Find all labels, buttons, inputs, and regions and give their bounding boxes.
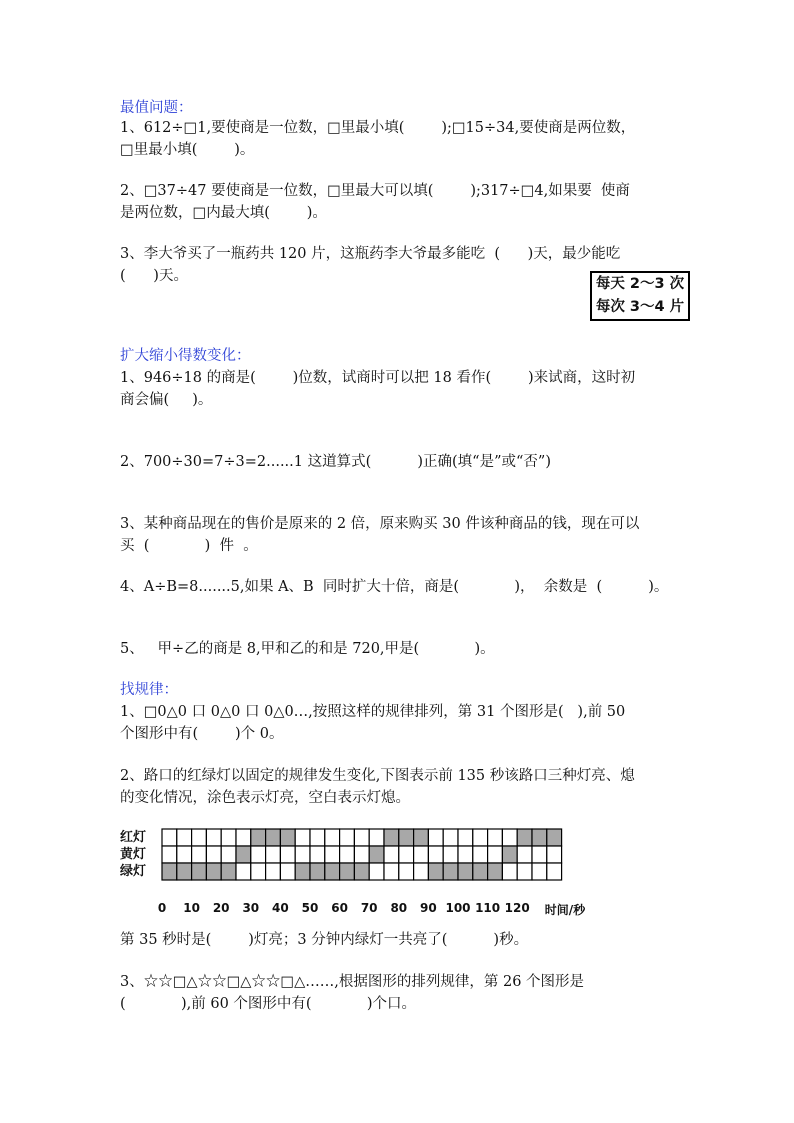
row-label-red: 红灯 <box>120 830 147 845</box>
x-tick-10: 10 <box>183 901 200 915</box>
section-heading-extremes: 最值问题： <box>120 100 193 116</box>
grid-cell-yellow-130 <box>547 846 562 863</box>
grid-cell-yellow-5 <box>177 846 192 863</box>
grid-cell-red-65 <box>354 829 369 846</box>
question-3-2-line2: 的变化情况，涂色表示灯亮，空白表示灯熄。 <box>120 790 410 806</box>
grid-cell-yellow-25 <box>236 846 251 863</box>
grid-cell-red-95 <box>443 829 458 846</box>
question-3-2-line1: 2、路口的红绿灯以固定的规律发生变化,下图表示前 135 秒该路口三种灯亮、熄 <box>120 768 635 784</box>
grid-cell-red-70 <box>369 829 384 846</box>
grid-cell-red-120 <box>517 829 532 846</box>
grid-cell-yellow-40 <box>280 846 295 863</box>
grid-cell-green-70 <box>369 863 384 880</box>
row-label-green: 绿灯 <box>120 864 147 879</box>
grid-cell-yellow-110 <box>488 846 503 863</box>
grid-cell-green-5 <box>177 863 192 880</box>
grid-cell-red-115 <box>502 829 517 846</box>
grid-cell-green-100 <box>458 863 473 880</box>
grid-cell-green-95 <box>443 863 458 880</box>
question-3-3-line1: 3、☆☆□△☆☆□△☆☆□△……,根据图形的排列规律，第 26 个图形是 <box>120 974 585 990</box>
question-1-1-line2: □里最小填( )。 <box>120 142 255 158</box>
x-tick-40: 40 <box>272 901 289 915</box>
grid-cell-green-130 <box>547 863 562 880</box>
grid-cell-red-80 <box>399 829 414 846</box>
question-1-1-line1: 1、612÷□1,要使商是一位数，□里最小填( );□15÷34,要使商是两位数， <box>120 120 636 136</box>
grid-cell-yellow-60 <box>340 846 355 863</box>
grid-cell-yellow-120 <box>517 846 532 863</box>
grid-cell-green-125 <box>532 863 547 880</box>
grid-cell-green-30 <box>251 863 266 880</box>
grid-cell-red-130 <box>547 829 562 846</box>
grid-cell-green-20 <box>221 863 236 880</box>
grid-cell-yellow-75 <box>384 846 399 863</box>
grid-cell-green-120 <box>517 863 532 880</box>
grid-cell-red-50 <box>310 829 325 846</box>
grid-cell-yellow-10 <box>192 846 207 863</box>
grid-cell-yellow-95 <box>443 846 458 863</box>
grid-cell-green-50 <box>310 863 325 880</box>
question-2-5: 5、 甲÷乙的商是 8,甲和乙的和是 720,甲是( )。 <box>120 641 495 657</box>
x-tick-60: 60 <box>331 901 348 915</box>
question-3-3-line2: ( ),前 60 个图形中有( )个口。 <box>120 996 417 1012</box>
grid-cell-red-85 <box>414 829 429 846</box>
grid-cell-green-85 <box>414 863 429 880</box>
grid-cell-green-55 <box>325 863 340 880</box>
grid-cell-green-110 <box>488 863 503 880</box>
grid-cell-red-100 <box>458 829 473 846</box>
x-tick-80: 80 <box>390 901 408 915</box>
question-1-2-line2: 是两位数，□内最大填( )。 <box>120 205 327 221</box>
grid-cell-red-20 <box>221 829 236 846</box>
grid-cell-green-25 <box>236 863 251 880</box>
grid-cell-green-10 <box>192 863 207 880</box>
grid-cell-yellow-115 <box>502 846 517 863</box>
row-label-yellow: 黄灯 <box>120 847 147 862</box>
grid-cell-red-0 <box>162 829 177 846</box>
grid-cell-green-75 <box>384 863 399 880</box>
grid-cell-green-40 <box>280 863 295 880</box>
question-2-4: 4、A÷B=8.......5,如果 A、B 同时扩大十倍，商是( )， 余数是 ( )。 <box>120 579 669 595</box>
grid-cell-green-60 <box>340 863 355 880</box>
grid-cell-red-15 <box>206 829 221 846</box>
question-2-1-line2: 商会偏( )。 <box>120 392 213 408</box>
grid-cell-yellow-45 <box>295 846 310 863</box>
grid-cell-yellow-15 <box>206 846 221 863</box>
grid-cell-red-110 <box>488 829 503 846</box>
section-heading-scaling: 扩大缩小得数变化： <box>120 348 251 364</box>
question-3-1-line2: 个图形中有( )个 0。 <box>120 726 284 742</box>
grid-cell-yellow-35 <box>266 846 281 863</box>
grid-cell-green-80 <box>399 863 414 880</box>
section-heading-patterns: 找规律： <box>120 682 178 698</box>
grid-cell-yellow-85 <box>414 846 429 863</box>
question-1-2-line1: 2、□37÷47 要使商是一位数，□里最大可以填( );317÷□4,如果要 使商 <box>120 183 630 199</box>
question-3-2-answer: 第 35 秒时是( )灯亮；3 分钟内绿灯一共亮了( )秒。 <box>120 932 529 948</box>
grid-cell-red-45 <box>295 829 310 846</box>
grid-cell-green-15 <box>206 863 221 880</box>
grid-cell-yellow-105 <box>473 846 488 863</box>
grid-cell-yellow-55 <box>325 846 340 863</box>
grid-cell-yellow-0 <box>162 846 177 863</box>
grid-cell-red-30 <box>251 829 266 846</box>
x-tick-30: 30 <box>242 901 260 915</box>
x-axis-unit: 时间/秒 <box>544 903 586 917</box>
question-3-1-line1: 1、□0△0 口 0△0 口 0△0…,按照这样的规律排列，第 31 个图形是( ),前 50 <box>120 704 626 720</box>
grid-cell-yellow-80 <box>399 846 414 863</box>
grid-cell-green-65 <box>354 863 369 880</box>
grid-cell-yellow-65 <box>354 846 369 863</box>
grid-cell-red-55 <box>325 829 340 846</box>
grid-cell-red-10 <box>192 829 207 846</box>
question-2-1-line1: 1、946÷18 的商是( )位数，试商时可以把 18 看作( )来试商，这时初 <box>120 370 636 386</box>
grid-cell-green-45 <box>295 863 310 880</box>
question-1-3-line1: 3、李大爷买了一瓶药共 120 片，这瓶药李大爷最多能吃 ( )天，最少能吃 <box>120 246 621 262</box>
x-tick-120: 120 <box>504 901 530 915</box>
x-tick-0: 0 <box>157 901 167 915</box>
grid-cell-red-90 <box>428 829 443 846</box>
grid-cell-yellow-90 <box>428 846 443 863</box>
grid-cell-red-105 <box>473 829 488 846</box>
question-2-3-line1: 3、某种商品现在的售价是原来的 2 倍，原来购买 30 件该种商品的钱，现在可以 <box>120 516 640 532</box>
grid-cell-green-35 <box>266 863 281 880</box>
grid-cell-red-5 <box>177 829 192 846</box>
grid-cell-green-90 <box>428 863 443 880</box>
x-tick-20: 20 <box>212 901 230 915</box>
grid-cell-yellow-50 <box>310 846 325 863</box>
grid-cell-red-60 <box>340 829 355 846</box>
grid-cell-yellow-100 <box>458 846 473 863</box>
question-2-3-line2: 买 ( ) 件 。 <box>120 538 258 554</box>
grid-cell-green-115 <box>502 863 517 880</box>
grid-cell-red-35 <box>266 829 281 846</box>
x-tick-50: 50 <box>301 901 319 915</box>
grid-cell-red-40 <box>280 829 295 846</box>
grid-cell-red-25 <box>236 829 251 846</box>
grid-cell-yellow-20 <box>221 846 236 863</box>
grid-cell-green-105 <box>473 863 488 880</box>
x-tick-100: 100 <box>445 901 471 915</box>
dosage-pieces: 每次 3～4 片 <box>595 299 685 315</box>
question-2-2: 2、700÷30=7÷3=2......1 这道算式( )正确(填“是”或“否”) <box>120 454 551 470</box>
x-tick-90: 90 <box>420 901 437 915</box>
grid-cell-yellow-70 <box>369 846 384 863</box>
grid-cell-red-125 <box>532 829 547 846</box>
dosage-times: 每天 2～3 次 <box>595 276 685 292</box>
grid-cell-yellow-125 <box>532 846 547 863</box>
grid-cell-red-75 <box>384 829 399 846</box>
x-tick-70: 70 <box>360 901 378 915</box>
grid-cell-yellow-30 <box>251 846 266 863</box>
question-1-3-line2: ( )天。 <box>120 268 188 284</box>
grid-cell-green-0 <box>162 863 177 880</box>
x-tick-110: 110 <box>475 901 501 915</box>
